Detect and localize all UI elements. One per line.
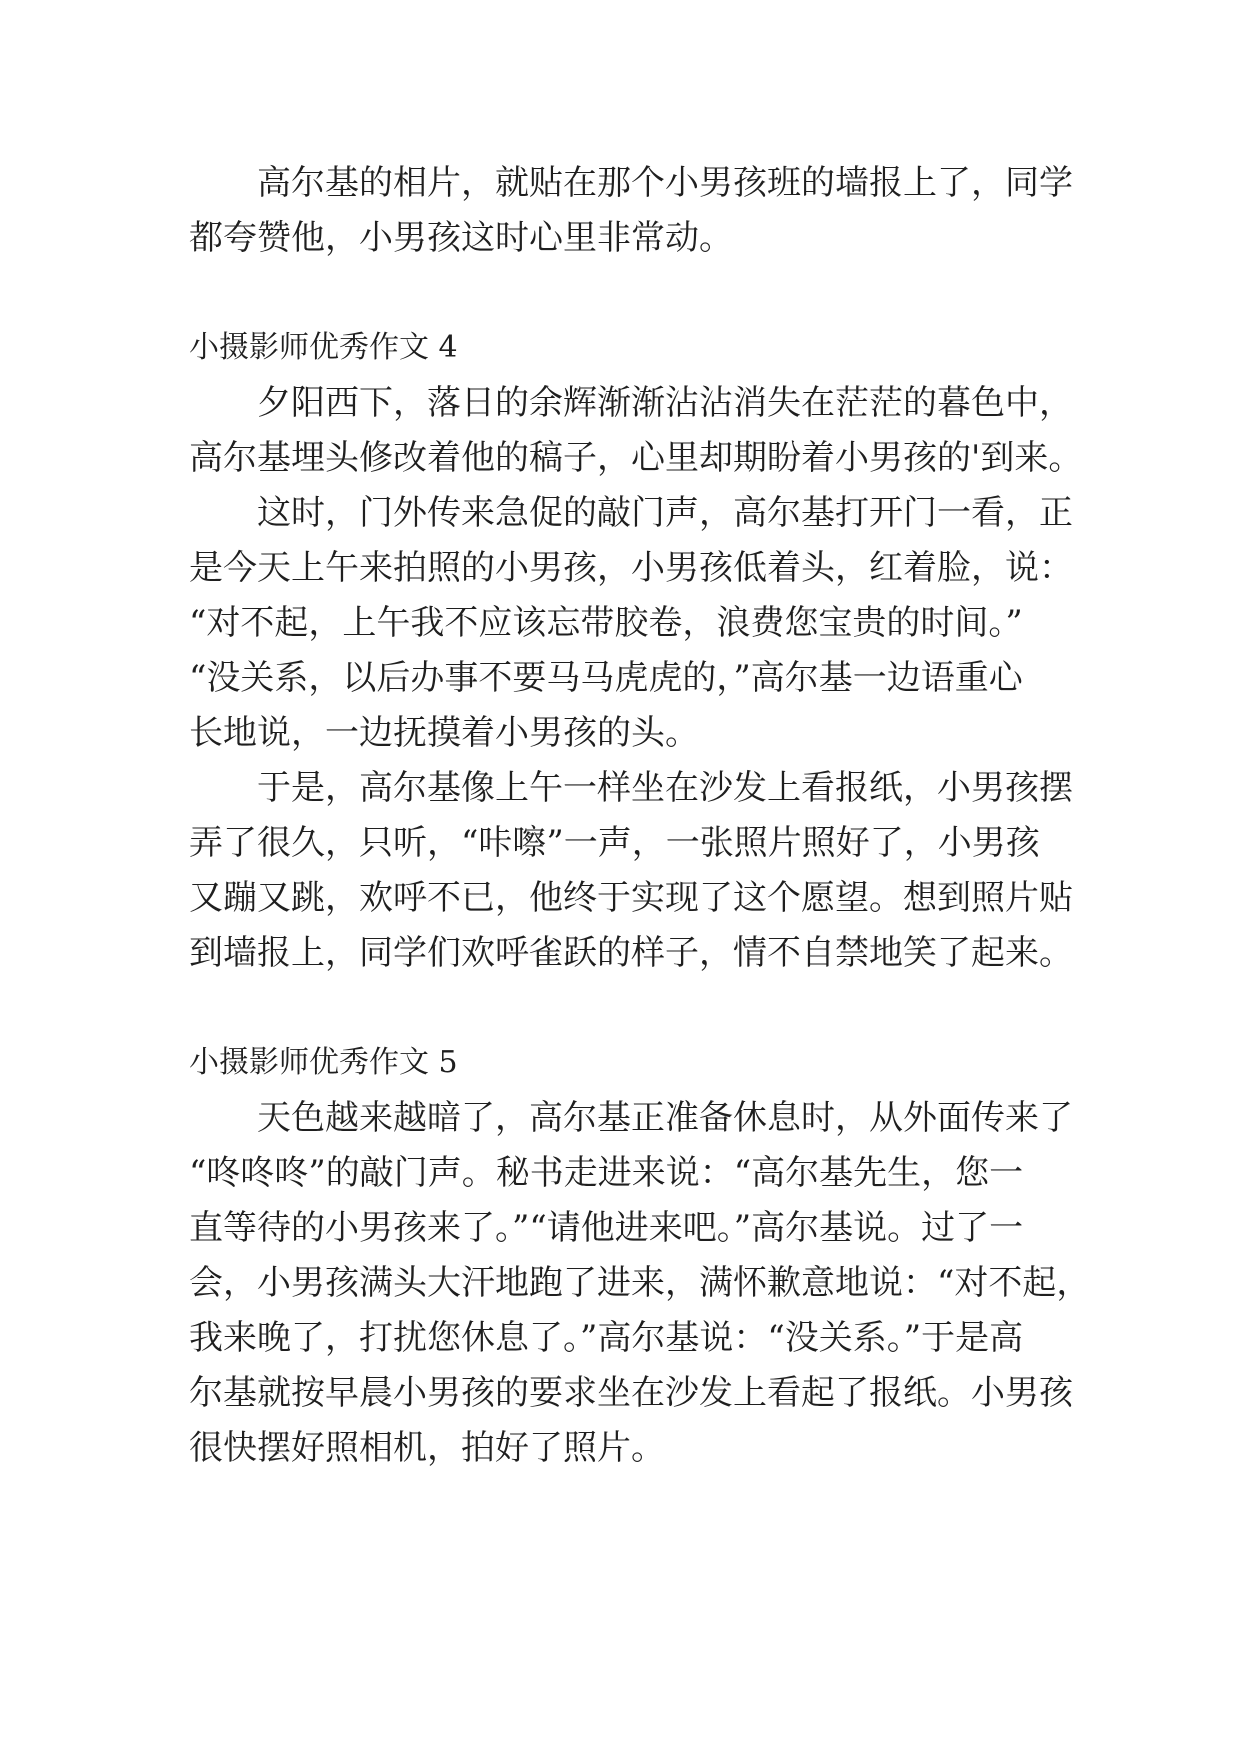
section-heading: 小摄影师优秀作文 5	[189, 1045, 458, 1080]
paragraph-line: 很快摆好照相机，拍好了照片。	[189, 1428, 665, 1468]
paragraph-line: 尔基就按早晨小男孩的要求坐在沙发上看起了报纸。小男孩	[189, 1373, 1073, 1413]
paragraph-line: 到墙报上，同学们欢呼雀跃的样子，情不自禁地笑了起来。	[189, 933, 1073, 973]
paragraph-line: 高尔基的相片，就贴在那个小男孩班的墙报上了，同学	[257, 163, 1073, 203]
paragraph-line: 长地说，一边抚摸着小男孩的头。	[189, 713, 699, 753]
paragraph-line: 天色越来越暗了，高尔基正准备休息时，从外面传来了	[257, 1098, 1073, 1138]
paragraph-line: 又蹦又跳，欢呼不已，他终于实现了这个愿望。想到照片贴	[189, 878, 1073, 918]
paragraph-line: 弄了很久，只听，“咔嚓”一声，一张照片照好了，小男孩	[189, 823, 1040, 863]
paragraph-line: “咚咚咚”的敲门声。秘书走进来说：“高尔基先生，您一	[189, 1153, 1024, 1193]
paragraph-line: 都夸赞他，小男孩这时心里非常动。	[189, 218, 733, 258]
paragraph-line: 这时，门外传来急促的敲门声，高尔基打开门一看，正	[257, 493, 1073, 533]
paragraph-line: 于是，高尔基像上午一样坐在沙发上看报纸，小男孩摆	[257, 768, 1073, 808]
section-heading: 小摄影师优秀作文 4	[189, 330, 458, 365]
paragraph-line: 高尔基埋头修改着他的稿子，心里却期盼着小男孩的'到来。	[189, 438, 1083, 478]
paragraph-line: “对不起，上午我不应该忘带胶卷，浪费您宝贵的时间。”	[189, 603, 1023, 643]
paragraph-line: 直等待的小男孩来了。”“请他进来吧。”高尔基说。过了一	[189, 1208, 1024, 1248]
paragraph-line: 夕阳西下，落日的余辉渐渐沾沾消失在茫茫的暮色中，	[257, 383, 1073, 423]
paragraph-line: “没关系，以后办事不要马马虎虎的，”高尔基一边语重心	[189, 658, 1023, 698]
paragraph-line: 会，小男孩满头大汗地跑了进来，满怀歉意地说：“对不起，	[189, 1263, 1091, 1303]
paragraph-line: 我来晚了，打扰您休息了。”高尔基说：“没关系。”于是高	[189, 1318, 1024, 1358]
paragraph-line: 是今天上午来拍照的小男孩，小男孩低着头，红着脸，说：	[189, 548, 1073, 588]
